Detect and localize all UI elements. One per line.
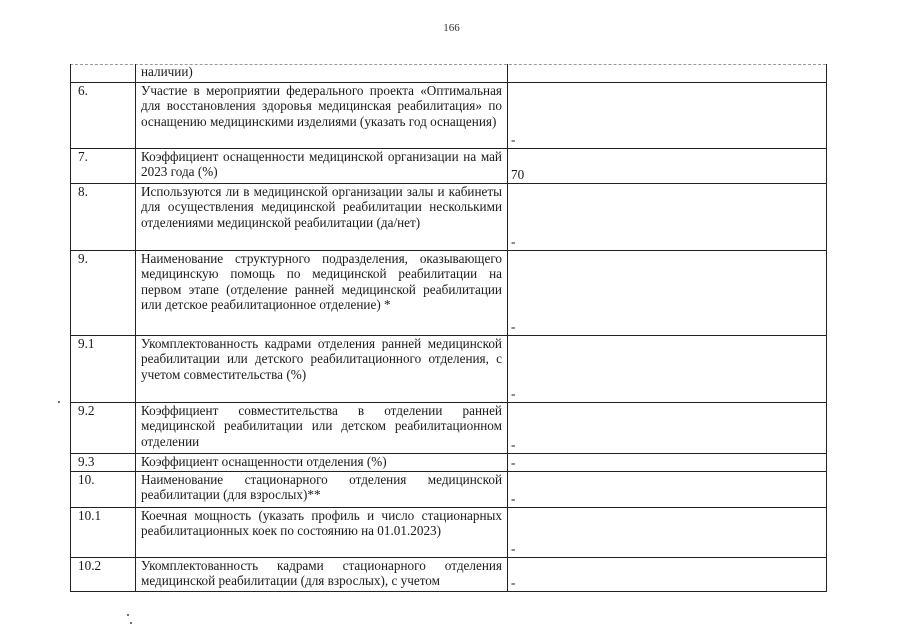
row-value-cell: - [508, 82, 827, 148]
row-number-cell: 8. [71, 183, 136, 250]
row-value-cell: - [508, 471, 827, 507]
row-number-cell: 9.3 [71, 453, 136, 471]
row-value-cell [508, 64, 827, 82]
row-number-cell: 9.2 [71, 402, 136, 453]
row-description-cell: Коэффициент оснащенности медицинской организации на май 2023 года (%) [136, 148, 508, 183]
row-description-cell: Коэффициент оснащенности отделения (%) [136, 453, 508, 471]
scan-speck [130, 622, 132, 624]
table-row [71, 183, 827, 250]
table-row [71, 453, 827, 471]
row-value-cell: - [508, 557, 827, 591]
table-row [71, 557, 827, 591]
table-row [71, 402, 827, 453]
row-value-cell: - [508, 335, 827, 402]
table-row [71, 148, 827, 183]
table-body [71, 64, 827, 591]
row-description-cell: Участие в мероприятии федерального проекта «Оптимальная для восстановления здоровья медицинская реабилитация» по оснащению медицинскими изделиями (указать год оснащения) [136, 82, 508, 148]
scan-speck [127, 614, 129, 616]
row-description-cell: Коечная мощность (указать профиль и число стационарных реабилитационных коек по состоянию на 01.01.2023) [136, 507, 508, 557]
table-row [71, 335, 827, 402]
page-number: 166 [443, 22, 460, 34]
row-number-cell: 10.1 [71, 507, 136, 557]
row-value-cell: - [508, 250, 827, 335]
table-row [71, 250, 827, 335]
table-row [71, 82, 827, 148]
data-table [70, 64, 827, 592]
row-number-cell: 9. [71, 250, 136, 335]
row-number-cell: 7. [71, 148, 136, 183]
row-value-cell: - [508, 402, 827, 453]
scan-speck [58, 401, 60, 403]
row-number-cell: 6. [71, 82, 136, 148]
row-number-cell [71, 64, 136, 82]
row-description-cell: Укомплектованность кадрами стационарного отделения медицинской реабилитации (для взрослых), с учетом [136, 557, 508, 591]
table-row [71, 507, 827, 557]
row-description-cell: Используются ли в медицинской организации залы и кабинеты для осуществления медицинской реабилитации несколькими отделениями медицинской реабилитации (да/нет) [136, 183, 508, 250]
row-number-cell: 10.2 [71, 557, 136, 591]
row-value-cell: - [508, 453, 827, 471]
row-number-cell: 9.1 [71, 335, 136, 402]
row-value-cell: - [508, 183, 827, 250]
row-value-cell: - [508, 507, 827, 557]
row-description-cell: Коэффициент совместительства в отделении ранней медицинской реабилитации или детском реабилитационном отделении [136, 402, 508, 453]
row-description-cell: Укомплектованность кадрами отделения ранней медицинской реабилитации или детского реабилитационного отделения, с учетом совместительства (%) [136, 335, 508, 402]
row-description-cell: Наименование структурного подразделения, оказывающего медицинскую помощь по медицинской реабилитации на первом этапе (отделение ранней медицинской реабилитации или детское реабилитационное отделение) * [136, 250, 508, 335]
row-description-cell: Наименование стационарного отделения медицинской реабилитации (для взрослых)** [136, 471, 508, 507]
table-row [71, 64, 827, 82]
table-row [71, 471, 827, 507]
row-number-cell: 10. [71, 471, 136, 507]
row-value-cell: 70 [508, 148, 827, 183]
row-description-cell: наличии) [136, 64, 508, 82]
